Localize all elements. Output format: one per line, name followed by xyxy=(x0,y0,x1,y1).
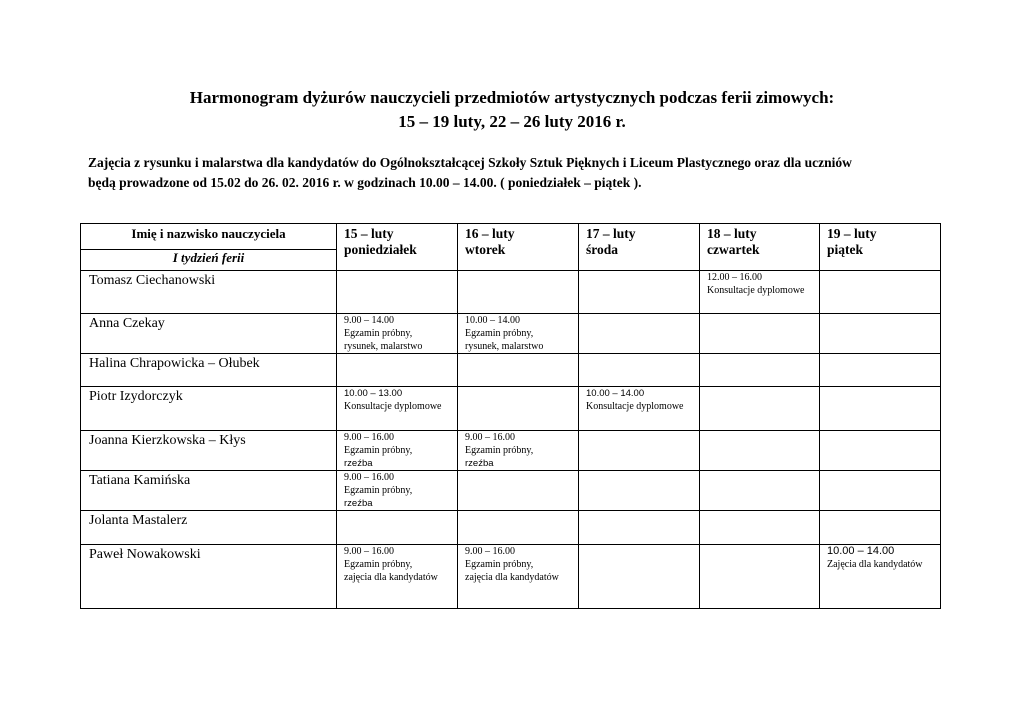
table-row xyxy=(81,471,941,511)
duty-cell xyxy=(337,387,458,431)
duty-cell xyxy=(700,271,820,314)
duty-cell xyxy=(820,314,941,354)
duty-cell xyxy=(458,545,579,609)
teacher-name: Jolanta Mastalerz xyxy=(81,511,337,545)
header-teacher-name: Imię i nazwisko nauczyciela xyxy=(81,224,337,250)
duty-cell xyxy=(820,511,941,545)
duty-cell xyxy=(337,511,458,545)
table-row xyxy=(81,314,941,354)
table-row xyxy=(81,431,941,471)
teacher-name: Piotr Izydorczyk xyxy=(81,387,337,431)
teacher-name: Paweł Nowakowski xyxy=(81,545,337,609)
duty-cell xyxy=(458,511,579,545)
teacher-name: Anna Czekay xyxy=(81,314,337,354)
day-date: 15 – luty xyxy=(344,226,394,241)
duty-activity: Egzamin próbny, xyxy=(344,328,413,339)
duty-activity: Egzamin próbny, xyxy=(465,559,534,570)
duty-cell xyxy=(700,387,820,431)
duty-cell xyxy=(579,511,700,545)
duty-cell xyxy=(337,545,458,609)
day-date: 16 – luty xyxy=(465,226,515,241)
teacher-name: Joanna Kierzkowska – Kłys xyxy=(81,431,337,471)
duty-time: 9.00 – 14.00 xyxy=(344,315,394,326)
duty-cell xyxy=(458,387,579,431)
day-weekday: piątek xyxy=(827,242,864,257)
duty-cell xyxy=(700,545,820,609)
duty-cell xyxy=(700,511,820,545)
header-day-4 xyxy=(700,224,820,271)
duty-time: 9.00 – 16.00 xyxy=(465,546,515,557)
duty-activity: Konsultacje dyplomowe xyxy=(344,401,442,412)
duty-cell xyxy=(579,387,700,431)
duty-cell xyxy=(820,431,941,471)
table-row xyxy=(81,545,941,609)
duty-subject: rysunek, malarstwo xyxy=(344,341,423,352)
document-title: Harmonogram dyżurów nauczycieli przedmiotów artystycznych podczas ferii zimowych: xyxy=(189,88,835,107)
duty-cell xyxy=(337,471,458,511)
duty-time: 9.00 – 16.00 xyxy=(465,432,515,443)
duty-time: 9.00 – 16.00 xyxy=(344,432,394,443)
header-day-1 xyxy=(337,224,458,271)
duty-subject: rysunek, malarstwo xyxy=(465,341,544,352)
duty-time: 10.00 – 13.00 xyxy=(344,388,403,399)
duty-activity: Zajęcia dla kandydatów xyxy=(827,559,923,570)
duty-cell xyxy=(700,471,820,511)
day-date: 18 – luty xyxy=(707,226,757,241)
table-row xyxy=(81,387,941,431)
header-day-3 xyxy=(579,224,700,271)
day-date: 17 – luty xyxy=(586,226,636,241)
document-subtitle-dates: 15 – 19 luty, 22 – 26 luty 2016 r. xyxy=(398,112,626,131)
duty-time: 10.00 – 14.00 xyxy=(586,388,645,399)
duty-cell xyxy=(458,314,579,354)
duty-activity: Konsultacje dyplomowe xyxy=(586,401,684,412)
duty-cell xyxy=(458,431,579,471)
duty-cell xyxy=(458,354,579,387)
day-weekday: czwartek xyxy=(707,242,760,257)
duty-cell xyxy=(337,431,458,471)
duty-cell xyxy=(579,431,700,471)
duty-cell xyxy=(337,354,458,387)
header-day-2 xyxy=(458,224,579,271)
duty-cell xyxy=(579,354,700,387)
duty-subject: rzeźba xyxy=(344,498,373,509)
schedule-table xyxy=(80,223,941,609)
table-row xyxy=(81,271,941,314)
duty-activity: Egzamin próbny, xyxy=(465,328,534,339)
duty-cell xyxy=(820,387,941,431)
duty-activity: Egzamin próbny, xyxy=(344,445,413,456)
duty-activity: Egzamin próbny, xyxy=(465,445,534,456)
intro-line-2: będą prowadzone od 15.02 do 26. 02. 2016 r. w godzinach 10.00 – 14.00. ( poniedziałek – piątek ). xyxy=(88,175,642,190)
teacher-name: Tomasz Ciechanowski xyxy=(81,271,337,314)
duty-subject: zajęcia dla kandydatów xyxy=(465,572,559,583)
duty-subject: zajęcia dla kandydatów xyxy=(344,572,438,583)
duty-time: 12.00 – 16.00 xyxy=(707,272,762,283)
week-label: I tydzień ferii xyxy=(81,250,337,271)
header-day-5 xyxy=(820,224,941,271)
duty-cell xyxy=(579,471,700,511)
duty-activity: Konsultacje dyplomowe xyxy=(707,285,805,296)
duty-cell xyxy=(700,354,820,387)
duty-time: 9.00 – 16.00 xyxy=(344,546,394,557)
duty-time: 10.00 – 14.00 xyxy=(465,315,520,326)
duty-activity: Egzamin próbny, xyxy=(344,559,413,570)
duty-cell xyxy=(820,271,941,314)
duty-cell xyxy=(337,314,458,354)
day-weekday: wtorek xyxy=(465,242,506,257)
day-date: 19 – luty xyxy=(827,226,877,241)
duty-activity: Egzamin próbny, xyxy=(344,485,413,496)
duty-cell xyxy=(458,271,579,314)
day-weekday: poniedziałek xyxy=(344,242,417,257)
duty-cell xyxy=(579,314,700,354)
duty-cell xyxy=(579,271,700,314)
intro-line-1: Zajęcia z rysunku i malarstwa dla kandydatów do Ogólnokształcącej Szkoły Sztuk Pięknych i Liceum Plastycznego oraz dla uczniów xyxy=(88,155,852,170)
day-weekday: środa xyxy=(586,242,619,257)
duty-cell xyxy=(820,354,941,387)
duty-time: 10.00 – 14.00 xyxy=(827,545,895,557)
duty-cell xyxy=(820,545,941,609)
teacher-name: Halina Chrapowicka – Ołubek xyxy=(81,354,337,387)
duty-cell xyxy=(337,271,458,314)
duty-cell xyxy=(700,431,820,471)
table-row xyxy=(81,511,941,545)
table-row xyxy=(81,354,941,387)
duty-time: 9.00 – 16.00 xyxy=(344,472,394,483)
duty-subject: rzeźba xyxy=(344,458,373,469)
duty-subject: rzeźba xyxy=(465,458,494,469)
teacher-name: Tatiana Kamińska xyxy=(81,471,337,511)
duty-cell xyxy=(579,545,700,609)
duty-cell xyxy=(458,471,579,511)
duty-cell xyxy=(700,314,820,354)
duty-cell xyxy=(820,471,941,511)
